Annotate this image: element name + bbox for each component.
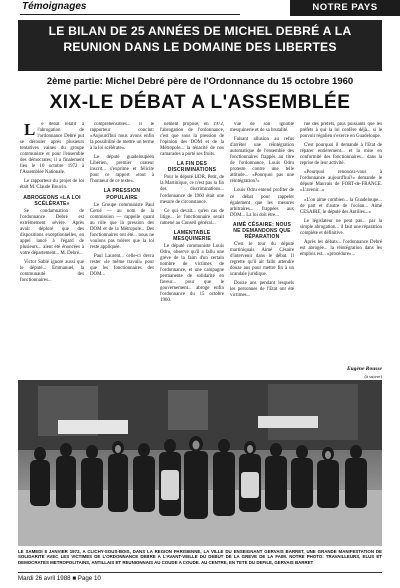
- to-be-continued: (à suivre): [364, 374, 382, 379]
- paragraph: compréhensibles... Il le rapporteur conclut: «Aujourd'hui nous avons enfin la possibilité de mettre un terme à la loi scélérate».: [90, 122, 154, 152]
- paragraph: Le législateur ne peut pas... par la simple abrogation... il faut une réparation complète et définitive.: [300, 218, 382, 236]
- paragraph: Pour le député UDR, Petit, de la Martinique, ce n'est pas la fin des discriminations... l'ordonnance de 1960 était une mesure de circonstance.: [160, 175, 224, 205]
- drop-cap: L: [24, 122, 36, 139]
- paragraph: Paul Laurent... celle-ci devra rester «le même travail» pour que les fonctionnaires des DOM...: [90, 253, 154, 278]
- page-footer: Mardi 26 avril 1988 ■ Page 10: [18, 575, 101, 582]
- paragraph: C'est le tour du député martiniquais Aimé Césaire d'intervenir dans le débat. Il regrette qu'il ait fallu attendre douze ans pour mettre fin à un scandale juridique.: [230, 241, 294, 278]
- subheadline: 2ème partie: Michel Debré père de l'Ordonnance du 15 octobre 1960: [46, 76, 354, 87]
- author-signature: Eugène Rousse: [347, 366, 382, 372]
- paragraph: Faisant allusion au refus d'arrêter une réintégration automatique de l'ensemble des fonctionnaires frappés au titre de l'ordonnance, Louis Odru proteste contre une telle attitude... «Pourquoi pas une réintégration?»: [230, 137, 294, 185]
- rubrique-label: Témoignages: [22, 1, 87, 12]
- section-heading: AIMÉ CÉSAIRE: NOUS NE DEMANDONS QUE RÉPARATION: [232, 221, 292, 240]
- paragraph: Ce qui devait... qu'en cas de litige... le fonctionnaire serait ramené au Conseil général...: [160, 208, 224, 226]
- section-label: NOTRE PAYS: [290, 0, 400, 16]
- section-heading: LA FIN DES DISCRIMINATIONS: [167, 161, 217, 174]
- crowd-illustration: [18, 380, 382, 546]
- paragraph: Le Groupe communiste Paul Cerné — au nom de la commission — rappelle quant au rôle que la pression des DOM et de la Métropole... Des fonctionnaires ont été... nous ne voulons pas tolérer que la loi reste appliquée.: [90, 202, 154, 250]
- article-column-5: [300, 122, 382, 366]
- rubrique-rule: [20, 14, 240, 15]
- footer-rule: [18, 572, 382, 573]
- paragraph: Victor Sablé ignore aussi que le député... Emmanuel, la communauté des fonctionnaires...: [20, 259, 84, 284]
- paragraph: «Pourquoi renoncez-vous à l'ordonnance aujourd'hui?» demande le député Mauvais de FORT-de-FRANCE. «L'avenir...»: [300, 170, 382, 194]
- headline-line-1: LE BILAN DE 25 ANNÉES DE MICHEL DEBRÉ A LA: [48, 24, 352, 38]
- headline-line-2: REUNION DANS LE DOMAINE DES LIBERTES: [63, 40, 337, 54]
- article-title: XIX-LE DÉBAT A L'ASSEMBLÉE: [49, 92, 351, 113]
- paragraph: Le député guadeloupéen Libérien, premier orateur inscrit... s'exprime et félicite pour ce rapport «tout à l'honneur de ce texte».: [90, 155, 154, 185]
- section-heading: LA PRESSION POPULAIRE: [103, 188, 141, 201]
- paragraph: Se condamnation de l'ordonnance Debré est extrêmement sévère. Après avoir déploré que des dispositions exceptionnelles, en appel lancé à l'égard de plusieurs... aient été énoncées à votre département... M. Debré...: [20, 208, 84, 256]
- paragraph: nement propose, en 1972, l'abrogation de l'ordonnance, c'est que sous la pression de l'opinion des DOM et de la Métropole... la ténacité de nos camarades a porté ses fruits.: [160, 122, 224, 158]
- paragraph: rue des préfets, plus puissants que les préfets à qui la loi confère déjà... si le pouvoir régalien s'exerce en Guadeloupe.: [300, 122, 382, 140]
- paragraph: C'est pourquoi il demande à l'Etat de réparer entièrement... et la mise en conformité des fonctionnaires... dans la reprise de leur activité.: [300, 143, 382, 167]
- section-heading: LAMENTABLE MESQUINERIE: [173, 229, 211, 242]
- photo-caption: LE SAMEDI 8 JANVIER 1972, A CLICHY-SOUS-BOIS, DANS LA REGION PARISIENNE, LA VILLE DU ENSEIGNANT GERVAIS BARRET, UNE GRANDE MANIFESTATION DE SOLIDARITE AVEC LES VICTIMES DE L'ORDONNANCE DEBRE A L'AVANT-VEILLE DU DEBUT DE LA GREVE DE LA FAIM. NOTRE PHOTO: TRAVAILLEURS, ELUS ET DEMOCRATES METROPOLITAINS, ANTILLAIS ET REUNIONNAIS AU COUDE A COUDE. AU CENTRE, EN TETE DU DEFILE, GERVAIS BARRET: [18, 549, 382, 565]
- demonstration-photo: [18, 380, 382, 546]
- paragraph: Le député communiste Louis Odru, observe qu'il a fallu une grève de la faim d'un certain nombre de victimes de l'ordonnance, et une campagne permanente de solidarité en faveur... pour que le gouvernement... abroge enfin l'ordonnance du 15 octobre 1960.: [160, 243, 224, 304]
- paragraph: Douze ans pendant lesquels les personnes de l'Etat ont été victimes...: [230, 281, 294, 299]
- article-column-1: [20, 122, 84, 366]
- article-column-4: [230, 122, 294, 366]
- paragraph: L e débat relatif à l'abrogation de l'ordonnance Debré put se dérouler après plusieurs tentatives vaines du groupe communiste et pour l'ensemble des démocrates; il a finalement lieu le 10 octobre 1972 à l'Assemblée Nationale.: [20, 122, 84, 176]
- page-header: [0, 0, 400, 16]
- paragraph: «L'on aime combien... la Guadeloupe... de part et d'autre de l'océan... Aimé CESAIRE, le député des Antilles...»: [300, 197, 382, 215]
- paragraph: Louis Odru entend profiter de ce débat pour rappeler également que les mesures arbitraires... frappées aux DOM... La loi doit être...: [230, 188, 294, 218]
- article-column-2: [90, 122, 154, 366]
- paragraph: vue de son ignoble mesquinerie et de sa brutalité.: [230, 122, 294, 134]
- headline-banner: [18, 20, 382, 71]
- article-column-3: [160, 122, 224, 366]
- paragraph: Le rapporteur du projet de loi était M. Claude Bouvin.: [20, 179, 84, 191]
- paragraph: Après les débats... l'ordonnance Debré est abrogée... la réintégration dans les emplois est... «procédure»...: [300, 239, 382, 257]
- section-heading: ABROGEONS «LA LOI SCÉLÉRATE»: [23, 194, 81, 207]
